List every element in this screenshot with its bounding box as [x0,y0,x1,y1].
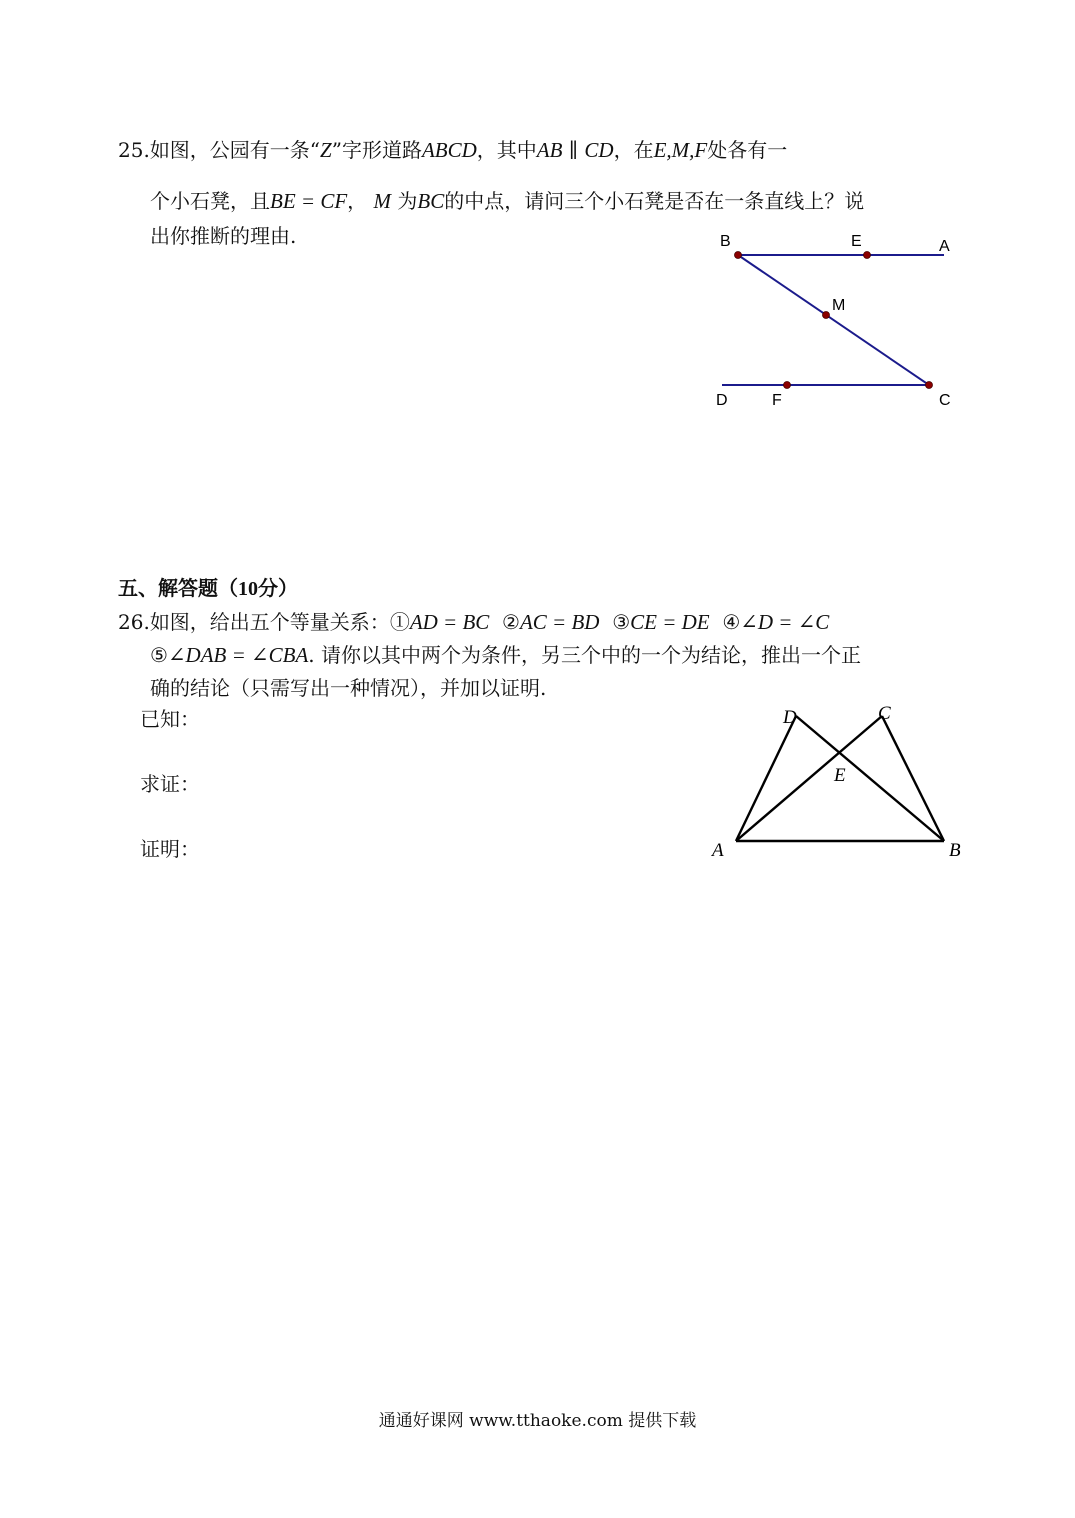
circled-3: ③ [612,610,631,634]
q25-text: 处各有一 [707,138,788,162]
segment-ad [736,716,796,841]
label-c: C [878,703,891,724]
label-f: F [772,392,782,409]
label-b: B [949,840,961,861]
q26-number: 26. [118,610,150,634]
relation-5: ∠DAB = ∠CBA [167,643,309,667]
label-c: C [939,392,951,409]
section-title-end: 分） [258,576,298,600]
label-e: E [834,765,846,786]
q26-line-1 [118,610,829,634]
point-c [926,382,933,389]
circled-5: ⑤ [150,643,168,667]
q25-bc: BC [417,189,445,213]
footer: 通通好课网 www.tthaoke.com 提供下载 [378,1411,697,1431]
section-points: 10 [238,578,258,600]
q25-text: 为 [397,189,418,213]
label-a: A [712,840,724,861]
section-5-heading [118,576,298,601]
q25-line-2 [150,189,864,213]
q25-ab: AB [536,138,563,162]
q25-z: Z [320,138,332,162]
q25-number: 25. [118,138,150,162]
relation-3: CE = DE [630,610,710,634]
prove-label: 求证： [140,772,200,796]
given-label: 已知： [140,707,200,731]
label-d: D [716,392,728,409]
q25-text: ”字形道路 [331,138,422,162]
q25-cd: CD [584,138,614,162]
q25-emf: E,M,F [653,138,708,162]
point-e [864,252,871,259]
q25-line-1 [118,138,787,162]
segment-bc [738,255,929,385]
circled-1: ① [389,610,410,634]
q25-m: M [373,189,392,213]
q25-text: ， [347,189,368,213]
label-a: A [939,238,950,255]
q25-text: 如图，公园有一条“ [149,138,321,162]
segment-ac [736,716,882,841]
label-e: E [851,233,862,250]
segment-cb [882,716,944,841]
triangle-figure [705,700,975,870]
point-b [735,252,742,259]
q25-text: 个小石凳，且 [150,189,270,213]
q26-text: 如图，给出五个等量关系： [149,610,390,634]
circled-2: ② [502,610,520,634]
label-d: D [783,707,797,728]
relation-1: AD = BC [409,610,490,634]
point-f [784,382,791,389]
proof-label: 证明： [140,837,200,861]
q25-line-3: 出你推断的理由. [150,224,297,248]
q26-line-2 [150,643,861,667]
relation-4: ∠D = ∠C [740,610,830,634]
segment-db [796,716,944,841]
label-b: B [720,233,731,250]
circled-4: ④ [722,610,741,634]
q25-abcd: ABCD [421,138,477,162]
q25-parallel: ∥ [568,138,579,162]
q25-text: ，在 [613,138,654,162]
relation-2: AC = BD [519,610,600,634]
label-m: M [832,297,846,314]
section-title: 五、解答题（ [118,576,238,600]
q25-text: 的中点，请问三个小石凳是否在一条直线上？说 [444,189,865,213]
q25-be-cf: BE = CF [270,189,348,213]
q25-text: ，其中 [476,138,537,162]
point-m [823,312,830,319]
q26-text: . 请你以其中两个为条件，另三个中的一个为结论，推出一个正 [308,643,862,667]
z-road-figure [710,230,970,410]
q26-line-3: 确的结论（只需写出一种情况），并加以证明. [150,676,547,700]
